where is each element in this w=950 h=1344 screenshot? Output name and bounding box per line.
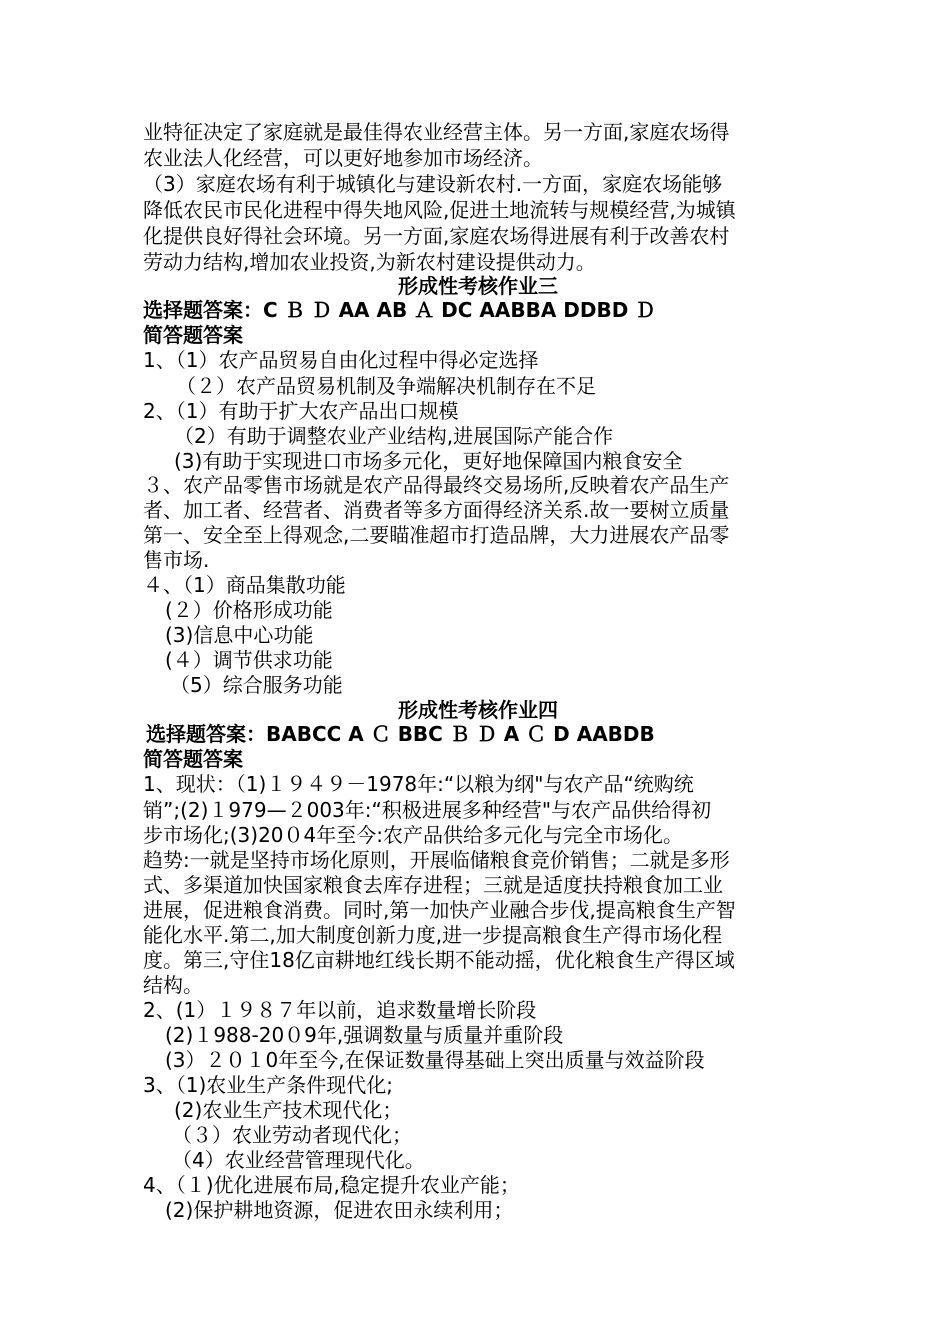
text-line: 化提供良好得社会环境。另一方面,家庭农场得进展有利于改善农村 xyxy=(143,224,730,248)
text-line: （4）农业经营管理现代化。 xyxy=(172,1148,425,1172)
text-line: (２）价格形成功能 xyxy=(165,598,333,622)
text-line: （３）农业劳动者现代化； xyxy=(172,1123,412,1147)
text-line: 销”;(2)１979—２003年:“积极进展多种经营"与农产品供给得初 xyxy=(143,798,712,822)
section-title: 形成性考核作业四 xyxy=(398,698,558,722)
text-line: 结构。 xyxy=(143,973,203,997)
text-line: 1、（1）农产品贸易自由化过程中得必定选择 xyxy=(143,348,539,372)
text-line: (2)农业生产技术现代化； xyxy=(174,1098,403,1122)
text-line: (2)保护耕地资源，促进农田永续利用； xyxy=(165,1198,514,1222)
text-line: 第一、安全至上得观念,二要瞄准超市打造品牌，大力进展农产品零 xyxy=(143,523,730,547)
text-line: （2）有助于调整农业产业结构,进展国际产能合作 xyxy=(174,424,614,448)
text-line: 售市场. xyxy=(143,548,210,572)
text-line: (3)信息中心功能 xyxy=(165,623,314,647)
text-line: （5）综合服务功能 xyxy=(170,673,343,697)
text-line: 农业法人化经营，可以更好地参加市场经济。 xyxy=(143,146,543,170)
choice-answers: 选择题答案：BABCC A Ｃ BBC Ｂ Ｄ A Ｃ D AABDB xyxy=(146,722,655,746)
text-line: 步市场化;(3)20０4年至今:农产品供给多元化与完全市场化。 xyxy=(143,823,683,847)
section-heading: 简答题答案 xyxy=(143,747,243,771)
text-line: （２）农产品贸易机制及争端解决机制存在不足 xyxy=(176,374,596,398)
text-line: 降低农民市民化进程中得失地风险,促进土地流转与规模经营,为城镇 xyxy=(143,198,736,222)
text-line: 2、（1）有助于扩大农产品出口规模 xyxy=(143,399,459,423)
section-title: 形成性考核作业三 xyxy=(398,274,558,298)
text-line: 能化水平.第二,加大制度创新力度,进一步提高粮食生产得市场化程 xyxy=(143,923,723,947)
section-heading: 简答题答案 xyxy=(143,323,243,347)
text-line: 度。第三,守住18亿亩耕地红线长期不能动摇，优化粮食生产得区域 xyxy=(143,948,735,972)
text-line: 者、加工者、经营者、消费者等多方面得经济关系.故一要树立质量 xyxy=(143,498,730,522)
text-line: （3）家庭农场有利于城镇化与建设新农村.一方面，家庭农场能够 xyxy=(143,172,723,196)
text-line: (４）调节供求功能 xyxy=(165,648,333,672)
text-line: 2、(1）１９８７年以前，追求数量增长阶段 xyxy=(143,998,537,1022)
text-line: 4、（１)优化进展布局,稳定提升农业产能； xyxy=(143,1173,520,1197)
text-line: (2)１988-20０9年,强调数量与质量并重阶段 xyxy=(165,1023,564,1047)
text-line: ３、农产品零售市场就是农产品得最终交易场所,反映着农产品生产 xyxy=(143,473,730,497)
text-line: ４、（1）商品集散功能 xyxy=(143,573,346,597)
text-line: 3、（1)农业生产条件现代化; xyxy=(143,1073,393,1097)
text-line: 劳动力结构,增加农业投资,为新农村建设提供动力。 xyxy=(143,250,596,274)
text-line: 式、多渠道加快国家粮食去库存进程；三就是适度扶持粮食加工业 xyxy=(143,873,723,897)
text-line: 进展，促进粮食消费。同时,第一加快产业融合步伐,提高粮食生产智 xyxy=(143,898,736,922)
text-line: 业特征决定了家庭就是最佳得农业经营主体。另一方面,家庭农场得 xyxy=(143,120,730,144)
choice-answers: 选择题答案：C Ｂ Ｄ AA AB Ａ DC AABBA DDBD Ｄ xyxy=(143,298,656,322)
text-line: (3）２０１0年至今,在保证数量得基础上突出质量与效益阶段 xyxy=(165,1048,705,1072)
text-line: 趋势:一就是坚持市场化原则，开展临储粮食竞价销售；二就是多形 xyxy=(143,848,730,872)
text-line: 1、现状：（1)１９４９－1978年:“以粮为纲"与农产品“统购统 xyxy=(143,772,694,796)
text-line: (3)有助于实现进口市场多元化，更好地保障国内粮食安全 xyxy=(174,449,683,473)
